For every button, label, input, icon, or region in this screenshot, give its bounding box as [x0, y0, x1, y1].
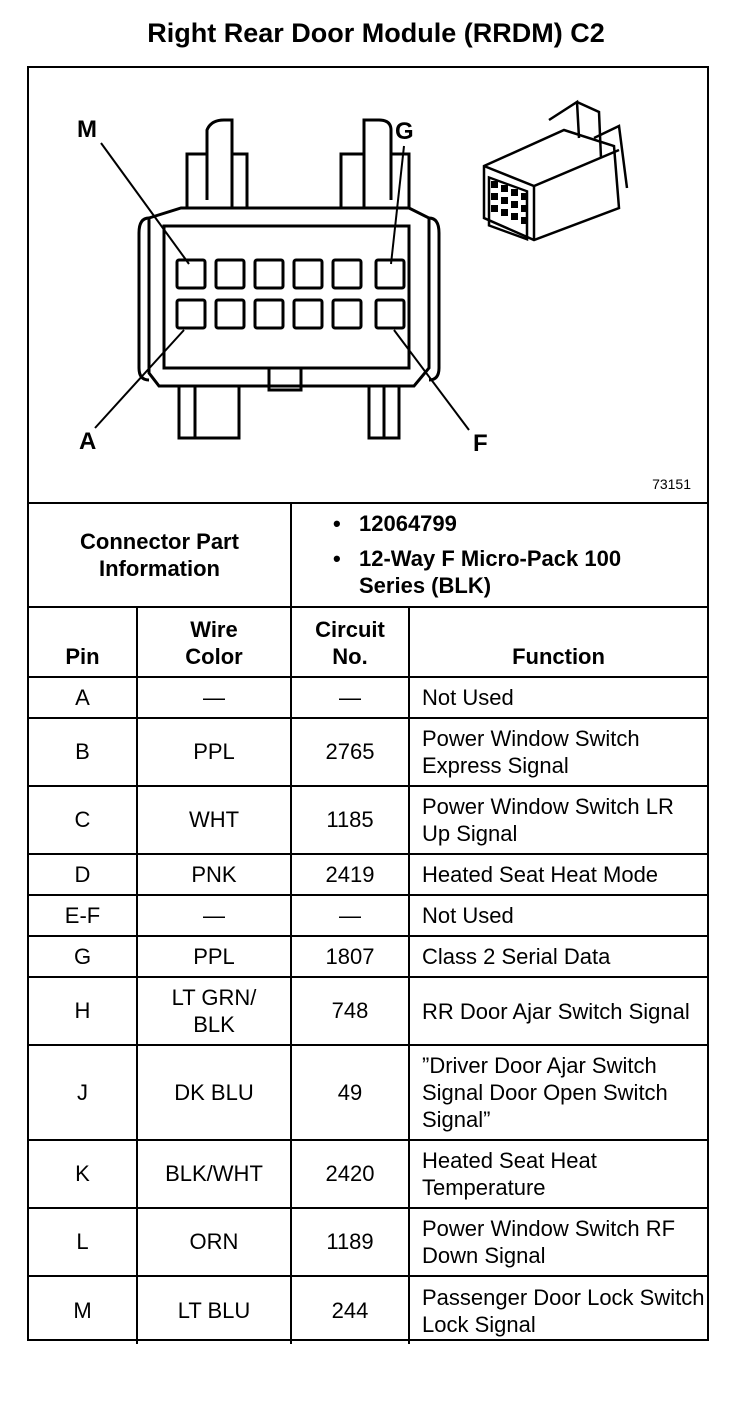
- table-row: [29, 854, 707, 895]
- pin-cell: C: [29, 786, 137, 854]
- circuit-cell: 1807: [291, 936, 409, 977]
- pin-cell: B: [29, 718, 137, 786]
- wire-cell: PPL: [137, 718, 291, 786]
- part-number: • 12064799: [329, 510, 629, 537]
- table-row: [29, 895, 707, 936]
- pinout-table: [29, 606, 707, 1344]
- pin-callout-a: A: [79, 428, 97, 455]
- circuit-cell: 2765: [291, 718, 409, 786]
- header-pin: Pin: [29, 607, 137, 677]
- header-circuit: Circuit No.: [291, 607, 409, 677]
- circuit-cell: 748: [291, 977, 409, 1045]
- connector-face-drawing: [29, 68, 707, 502]
- circuit-cell: 1185: [291, 786, 409, 854]
- wire-cell: WHT: [137, 786, 291, 854]
- pin-cell: L: [29, 1208, 137, 1276]
- pin-callout-g: G: [395, 118, 414, 145]
- pin-cell: A: [29, 677, 137, 718]
- table-row: [29, 1208, 707, 1276]
- table-row: [29, 677, 707, 718]
- circuit-cell: 244: [291, 1276, 409, 1344]
- figure-number: 73151: [652, 476, 691, 492]
- connector-type: • 12-Way F Micro-Pack 100 Series (BLK): [329, 545, 629, 599]
- wire-cell: PPL: [137, 936, 291, 977]
- table-row: [29, 718, 707, 786]
- wire-cell: DK BLU: [137, 1045, 291, 1140]
- function-cell: Not Used: [409, 895, 707, 936]
- function-cell: Power Window Switch RF Down Signal: [409, 1208, 707, 1276]
- wire-cell: BLK/WHT: [137, 1140, 291, 1208]
- function-cell: Power Window Switch Express Signal: [409, 718, 707, 786]
- function-cell: RR Door Ajar Switch Signal: [409, 977, 707, 1045]
- table-row: [29, 1276, 707, 1344]
- pin-cell: M: [29, 1276, 137, 1344]
- pin-cell: G: [29, 936, 137, 977]
- header-function: Function: [409, 607, 707, 677]
- table-header-row: [29, 607, 707, 677]
- table-row: [29, 936, 707, 977]
- circuit-cell: 2419: [291, 854, 409, 895]
- page-title: Right Rear Door Module (RRDM) C2: [147, 18, 605, 48]
- table-row: [29, 786, 707, 854]
- function-cell: ”Driver Door Ajar Switch Signal Door Open Switch Signal”: [409, 1045, 707, 1140]
- function-cell: Heated Seat Heat Mode: [409, 854, 707, 895]
- wire-cell: —: [137, 895, 291, 936]
- function-cell: Class 2 Serial Data: [409, 936, 707, 977]
- function-cell: Power Window Switch LR Up Signal: [409, 786, 707, 854]
- table-row: [29, 1140, 707, 1208]
- wire-cell: —: [137, 677, 291, 718]
- header-wire-color: Wire Color: [137, 607, 291, 677]
- function-cell: Not Used: [409, 677, 707, 718]
- circuit-cell: 1189: [291, 1208, 409, 1276]
- pin-cell: K: [29, 1140, 137, 1208]
- circuit-cell: 2420: [291, 1140, 409, 1208]
- pin-callout-m: M: [77, 116, 97, 143]
- wire-cell: ORN: [137, 1208, 291, 1276]
- wire-cell: PNK: [137, 854, 291, 895]
- connector-part-info: [29, 502, 707, 606]
- connector-sheet: [27, 66, 709, 1341]
- pin-cell: H: [29, 977, 137, 1045]
- pin-cell: J: [29, 1045, 137, 1140]
- pin-cell: D: [29, 854, 137, 895]
- function-cell: Heated Seat Heat Temperature: [409, 1140, 707, 1208]
- table-row: [29, 1045, 707, 1140]
- connector-info-list: [329, 510, 629, 607]
- connector-info-label: Connector Part Information: [29, 504, 292, 606]
- connector-diagram: [29, 68, 707, 502]
- pin-cell: E-F: [29, 895, 137, 936]
- circuit-cell: —: [291, 677, 409, 718]
- wire-cell: LT GRN/ BLK: [137, 977, 291, 1045]
- function-cell: Passenger Door Lock Switch Lock Signal: [409, 1276, 707, 1344]
- wire-cell: LT BLU: [137, 1276, 291, 1344]
- circuit-cell: 49: [291, 1045, 409, 1140]
- table-row: [29, 977, 707, 1045]
- pin-callout-f: F: [473, 430, 488, 457]
- circuit-cell: —: [291, 895, 409, 936]
